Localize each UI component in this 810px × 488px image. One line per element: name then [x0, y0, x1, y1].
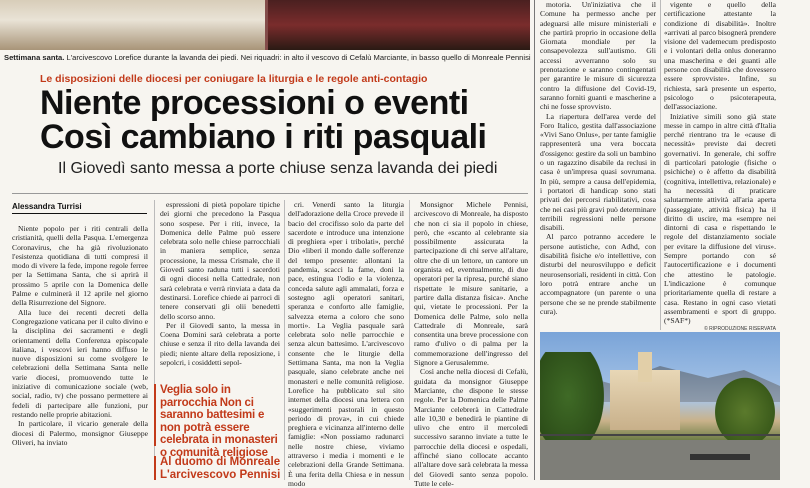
byline: Alessandra Turrisi	[12, 202, 82, 211]
article-column-3	[288, 200, 404, 488]
paragraph: motoria. Un'iniziativa che il Comune ha permesso anche per adeguarsi alle misure ministeriali e che partirà proprio in occasione della Giornata mondiale per la consapevolezza sull'autismo. Gli accessi avverranno solo su prenotazione e saranno contingentati per garantire le misure di sicurezza contro la diffusione del Covid-19, saranno forniti guanti e mascherine a chi ne fosse sprovvisto.	[540, 0, 656, 112]
side-column-2	[664, 0, 776, 333]
paragraph: Al parco potranno accedere le persone autistiche, con Adhd, con disabilità fisiche e/o intellettive, con disturbi del neurosviluppo e deficit neurosensoriali, residenti in città. Con loro potrà entrare anche un accompagnatore (un parente o una persone che se ne prende stabilmente cura).	[540, 232, 656, 316]
headline-line-1: Niente processioni o eventi	[40, 84, 469, 122]
park-photo	[540, 332, 780, 480]
article-column-2	[160, 200, 280, 380]
headline-line-2: Così cambiano i riti pasquali	[40, 118, 487, 156]
top-photo-strip	[0, 0, 530, 50]
subhead: Il Giovedì santo messa a porte chiuse senza lavanda dei piedi	[58, 160, 498, 177]
paragraph: Niente popolo per i riti centrali della cristianità, quelli della Pasqua. L'emergenza Coronavirus, che ha già rivoluzionato l'esistenza quotidiana di tutti compresi il modo di vivere la fede, impone regole ferree per la Settimana Santa, che si aprirà il prossimo 5 aprile con la Domenica delle Palme e culminerà il 12 aprile nel giorno della Risurrezione del Signore.	[12, 224, 148, 308]
paragraph: cri. Venerdì santo la liturgia dell'adorazione della Croce prevede il bacio del crocifisso solo da parte del sacerdote e introduce una intenzione di preghiera «per i tribolati», perché Dio «liberi il mondo dalle sofferenze del tempo presente: allontani la pandemia, scacci la fame, doni la pace, estingua l'odio e la violenza, conceda salute agli ammalati, forza e sostegno agli operatori sanitari, speranza e conforto alle famiglie, salvezza eterna a coloro che sono morti». La Veglia pasquale sarà celebrata solo nelle parrocchie e senza alcun battesimo. L'arcivescovo consente che le liturgie della Settimana Santa, ma non la Veglia pasquale, siano celebrate anche nei monasteri e nelle comunità religiose. Lorefice ha pubblicato sul sito internet della diocesi una lettera con «suggerimenti pastorali in questo periodo di prova», in cui chiede preghiera e vicinanza all'interno delle famiglie: «Non possiamo radunarci nelle nostre chiese, viviamo attraverso i media i momenti e le celebrazioni della Grande Settimana. È una ferita della Chiesa e in nessun modo	[288, 200, 404, 488]
photo-caption	[4, 53, 530, 63]
railing	[540, 434, 780, 436]
divider	[12, 193, 528, 194]
paragraph: Monsignor Michele Pennisi, arcivescovo di Monreale, ha disposto che non ci sia il popolo in chiese, però, che «scanto al celebrante sia possibilmente assicurata la partecipazione di chi serve all'altare, oltre che di un lettore, un cantore un organista ed, eventualmente, di due operatori per la ripresa, purché siano rispettate le misure sanitarie, a partire dalla distanza fisica». Anche qui, vietate le processioni. Per la Domenica delle Palme, solo nella Cattedrale di Monreale, sarà consentita una breve processione con ramo d'ulivo o di palma per la commemorazione dell'ingresso del Signore a Gerusalemme.	[414, 200, 528, 368]
copyright-credit: © RIPRODUZIONE RISERVATA	[704, 326, 776, 333]
section-separator	[534, 0, 535, 480]
photo-bishop	[268, 0, 530, 50]
pull-quote-monreale	[160, 456, 282, 481]
church-tower	[638, 352, 652, 382]
paragraph: vigente e quello della certificazione attestante la condizione di disabilità». Inoltre «arrivati al parco bisognerà prendere visione del vademecum predisposto e i volontari della onlus doneranno una mascherina e dei guanti alle persone con disabilità che dovessero essere sprovviste». Infine, su richiesta, sarà presente un esperto, psicologo o psicoterapeuta, dell'associazione.	[664, 0, 776, 112]
bench	[690, 454, 750, 460]
caption-label: Settimana santa.	[4, 53, 65, 62]
pull-quote-text: Al duomo di Monreale L'arcivescovo Pennisi	[160, 456, 281, 481]
ground	[540, 440, 780, 480]
headline	[40, 86, 530, 154]
pull-quote-veglia	[160, 384, 282, 459]
column-separator	[409, 200, 410, 480]
paragraph: In particolare, il vicario generale della diocesi di Palermo, monsignor Giuseppe Oliveri, ha inviato	[12, 419, 148, 447]
column-separator	[284, 200, 285, 480]
paragraph: espressioni di pietà popolare tipiche dei giorni che precedono la Pasqua sono sospese. Per i riti, invece, la Domenica delle Palme può essere celebrata solo nelle chiese parrocchiali in maniera semplice, senza processione, la messa Crismale, che il Giovedì santo raduna tutti i sacerdoti di ogni diocesi nella Cattedrale, non sarà celebrata e verrà rinviata a data da destinarsi. Lorefice chiede ai parroci di tenere conservati gli olii benedetti dello scorso anno.	[160, 200, 280, 321]
pull-quote-bar	[154, 384, 156, 446]
paragraph: Iniziative simili sono già state messe in campo in altre città d'Italia perché rientrano tra le «cause di necessità» previste dai decreti governativi. In generale, chi soffre di particolari patologie (fisiche o psichiche) o è affetto da disabilità (cognitiva, intellettiva, relazionale) e ha necessità di praticare salutarmente attività all'aria aperta (passeggiate, attività fisica) ha il diritto di uscire, ma «sempre nei dintorni di casa e rispettando le regole del distanziamento sociale per evitare la diffusione del virus». Sempre portando con sé l'autocertificazione e i documenti che attestino le patologie. L'indicazione è comunque prioritariamente quella di restare a casa. Restano in ogni caso vietati assembramenti e sport di gruppo. (*SAF*)	[664, 111, 776, 326]
photo-foot-washing	[0, 0, 265, 50]
pull-quote-text: Veglia solo in parrocchia Non ci saranno battesimi e non potrà essere celebrata in monasteri o comunità religiose	[160, 384, 278, 459]
article-column-4	[414, 200, 528, 488]
side-column-1	[540, 0, 656, 330]
caption-text: L'arcivescovo Lorefice durante la lavanda dei piedi. Nei riquadri: in alto il vescovo di Cefalù Marciante, in basso quello di Monreale Pennisi	[66, 53, 531, 62]
paragraph: La riapertura dell'area verde del Foro Italico, gestita dall'associazione «Vivi Sano Onlus», per tante famiglie rappresenterà una vera boccata d'ossigeno: gestire da soli un bambino o un ragazzino disabile da reclusi in casa è un'impresa quasi sovrumana. In più, sempre a causa dell'epidemia, i portatori di handicap sono stati privati dei percorsi riabilitativi, cosa che nei casi più gravi può determinare terribili regressioni nelle persone disabili.	[540, 111, 656, 233]
column-separator	[660, 0, 661, 330]
paragraph: Alla luce dei recenti decreti della Congregazione vaticana per il culto divino e la disciplina dei sacramenti e degli orientamenti della Conferenza episcopale italiana, i vescovi ieri hanno diffuso le nuove disposizioni su come svolgere le celebrazioni della Settimana Santa nelle varie diocesi, promuovendo tutte le iniziative di comunicazione sociale (web, social, radio, tv) che possano permettere ai fedeli di partecipare alle funzioni, pur restando nelle proprie abitazioni.	[12, 307, 148, 419]
kicker: Le disposizioni delle diocesi per coniugare la liturgia e le regole anti-contagio	[40, 73, 428, 85]
paragraph: Così anche nella diocesi di Cefalù, guidata da monsignor Giuseppe Marciante, che dispone le stesse regole. Per la Domenica delle Palme Marciante celebrerà in Cattedrale alle 10,30 e benedirà le piantine di ulivo che entro il mercoledì successivo saranno inviate a tutte le parrocchie della diocesi e ospedali, affinché siano collocate accanto all'altare dove sarà celebrata la messa del Giovedì santo senza popolo. Tutte le cele-	[414, 367, 528, 488]
byline-rule	[12, 213, 147, 214]
paragraph: Per il Giovedì santo, la messa in Coena Domini sarà celebrata a porte chiuse e senza il rito della lavanda dei piedi; niente altare della reposizione, i sepolcri, i cosiddetti sepol-	[160, 320, 280, 368]
article-column-1	[12, 224, 148, 480]
pull-quote-bar	[154, 456, 156, 480]
